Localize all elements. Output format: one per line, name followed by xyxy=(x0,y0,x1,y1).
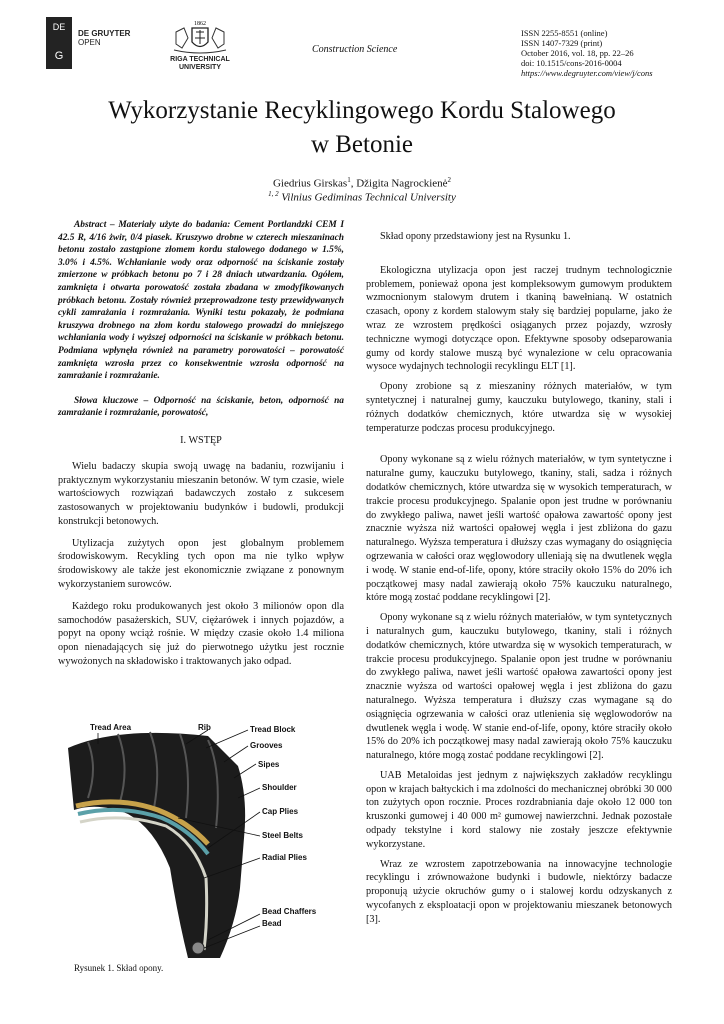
affiliation xyxy=(0,190,724,204)
label-steel-belts: Steel Belts xyxy=(262,831,303,840)
publisher-name xyxy=(78,29,130,47)
label-grooves: Grooves xyxy=(250,741,283,750)
tire-diagram xyxy=(58,718,344,966)
authors xyxy=(0,176,724,190)
left-paragraph: Wielu badaczy skupia swoją uwagę na badaniu, rozwijaniu i praktycznym wykorzystaniu mieszanin betonów. W tym czasie, wiele wartościowych rozwiązań badawczych zostało z sukcesem zastosowanych w projektowaniu budynków i budowli, produkcji konstrukcji betonowych. xyxy=(58,460,344,527)
publication-meta xyxy=(521,28,653,78)
publisher-line2: OPEN xyxy=(78,38,101,47)
logo-top-text: DE xyxy=(52,22,66,32)
title-line1: Wykorzystanie Recyklingowego Kordu Stalowego xyxy=(108,97,616,124)
label-cap-plies: Cap Plies xyxy=(262,807,299,816)
left-paragraph: Utylizacja zużytych opon jest globalnym problemem środowiskowym. Recykling tych opon ma nie tylko wpływ środowiskowy ale także jest ekonomicznie związane z ponownym wykorzystaniem surowców. xyxy=(58,537,344,591)
right-paragraph: Wraz ze wzrostem zapotrzebowania na innowacyjne technologie recyklingu i zrównoważone budynki i budowle, niektórzy badacze proponują użycie okruchów gumy o i stalowej kordu odzyskanych z wycofanych z eksploatacji opon w projektowaniu mieszanek betonowych [3]. xyxy=(366,858,672,925)
journal-url[interactable]: https://www.degruyter.com/view/j/cons xyxy=(521,68,653,78)
left-paragraph: Każdego roku produkowanych jest około 3 milionów opon dla samochodów pasażerskich, SUV, ciężarówek i innych pojazdów, a popyt na opony wciąż rośnie. W między czasie około 1.4 miliona opon nienadających się już do pierwotnego użytku jest rocznie wywożonych na składowisko i traktowanych jako odpad. xyxy=(58,600,344,668)
university-line1: RIGA TECHNICAL xyxy=(170,56,230,63)
right-paragraph: Opony wykonane są z wielu różnych materiałów, w tym syntetyczne i naturalne gumy, kauczuku butylowego, tkaniny, stali, sadza i różnych dodatków chemicznych, które utwardza się w wysokich temperaturach, w trakcie procesu produkcyjnego. Spalanie opon jest trudne w porównaniu do zwykłego paliwa, nawet jeśli wartość opałowa zawartość opony jest znacznie wyższa niż wartości opałowej węgla i jest zbliżona do gazu naturalnego. Wyższa temperatura i dłuższy czas wymagany do osiągnięcia ogrzewania w całości oraz węglowodory ulleniają się na dwutlenek węgla i wodę. W stanie end-of-life, opony, które straciły około 15% do 20% ich początkowej masy nadal zawierają około 75% kauczuku naturalnego, które mogą zostać poddane recyklingowi [2]. xyxy=(366,454,672,604)
crest-year: 1862 xyxy=(194,21,206,27)
doi: doi: 10.1515/cons-2016-0004 xyxy=(521,58,622,68)
bead-ring xyxy=(192,942,204,954)
keywords: Słowa kluczowe – Odporność na ściskanie, beton, odporność na zamrażanie i rozmrażanie, porowatość, xyxy=(58,395,344,419)
label-tread-block: Tread Block xyxy=(250,725,296,734)
figure-caption: Rysunek 1. Skład opony. xyxy=(74,963,164,973)
affiliation-sup: 1, 2 xyxy=(268,190,279,198)
right-paragraph: Skład opony przedstawiony jest na Rysunku 1. xyxy=(380,231,571,242)
author-2-sup: 2 xyxy=(447,176,452,184)
author-separator: , xyxy=(350,177,357,190)
label-sipes: Sipes xyxy=(258,760,280,769)
author-1-sup: 1 xyxy=(347,176,351,184)
paper-title xyxy=(0,94,724,162)
label-bead: Bead xyxy=(262,919,282,928)
author-1: Giedrius Girskas xyxy=(272,177,348,190)
section-heading: I. WSTĘP xyxy=(180,434,222,446)
label-shoulder: Shoulder xyxy=(262,783,297,792)
right-column xyxy=(366,230,672,933)
rtu-crest-icon xyxy=(170,18,230,54)
logo-bottom-text: G xyxy=(54,50,64,62)
degruyter-logo xyxy=(46,17,72,69)
issue-info: October 2016, vol. 18, pp. 22–26 xyxy=(521,48,634,58)
label-tread-area: Tread Area xyxy=(90,723,132,732)
journal-name: Construction Science xyxy=(312,44,398,55)
right-paragraph: Opony zrobione są z mieszaniny różnych materiałów, w tym syntetycznej i naturalnej gumy, kauczuku butylowego, tkaniny, stali i różnych dodatków chemicznych, które utwardza się w wysokiej temperaturze podczas procesu produkcyjnego. xyxy=(366,381,672,434)
label-bead-chaffers: Bead Chaffers xyxy=(262,907,317,916)
label-radial-plies: Radial Plies xyxy=(262,853,307,862)
affiliation-text: Vilnius Gediminas Technical University xyxy=(281,191,456,204)
label-rib: Rib xyxy=(198,723,211,732)
issn-online: ISSN 2255-8551 (online) xyxy=(521,28,608,38)
right-paragraph: Ekologiczna utylizacja opon jest raczej trudnym technologicznie problemem, ponieważ opona jest kompleksowym gumowym produktem wzmocnionym stalowym drutem i tkaniną bawełnianą. W ostatnich czasach, opony z kordem stalowym stały się bardziej popularne, jako że wraz ze wzrostem prędkości osiąganych przez pojazdy, wzrosły techniczne wymogi dotyczące opon. Efektywne sposoby odseparowania gumy od kordy stalowe muszą być wynalezione w celu opracowania wysoce wydajnych technologii recyklingu ELT [1]. xyxy=(366,264,672,373)
abstract: Abstract – Materiały użyte do badania: Cement Portlandzki CEM I 42.5 R, 4/16 żwir, 0/4 piasek. Kruszywo drobne w czterech mieszaninach betonu zostało zastąpione złomem kordu stalowego dodanego w 1.5%, 3.0% i 4.5%. Wchłanianie wody oraz odporność na ściskanie zostały zmierzone w próbkach betonu po 7 i 28 dniach utwardzania. Ogółem, zamknięta i otwarta porowatość została zbadana w zmodyfikowanych próbkach betonu. Zostały również przeprowadzone testy przewidywanych cykli zamrażania i rozmrażania. Wyniki testu pokazały, że podmiana kruszywa drobnego na złom kordu stalowego prowadzi do mniejszego wchłaniania wody i wyższej odporności na ściskanie w próbkach betonu. Podmiana wpłynęła również na parametry porowatości – porowatość zamknięta wzrosła przez co konsekwentnie wzrosła odporność na zamrażanie i rozmrażanie. xyxy=(58,220,344,382)
title-line2: w Betonie xyxy=(310,131,414,158)
right-paragraph: UAB Metaloidas jest jednym z największych zakładów recyklingu opon w krajach bałtyckich i ma zdolności do mechanicznej obróbki 30 000 ton zużytych opon rocznie. Proces rozdrabniania daje około 12 000 ton kruszonki gumowej i 40 000 m² gumowej nawierzchni. Jednak pozostałe odpady tekstylne i kord stalowy nie zostały jeszcze efektywnie wykorzystane. xyxy=(366,769,672,850)
left-column xyxy=(58,219,344,677)
publisher-line1: DE GRUYTER xyxy=(78,29,131,38)
issn-print: ISSN 1407-7329 (print) xyxy=(521,38,603,48)
university-line2: UNIVERSITY xyxy=(178,64,221,71)
right-paragraph: Opony wykonane są z wielu różnych materiałów, w tym syntetycznych i naturalnych gum, kauczuku butylowego, tkaniny, stali i różnych dodatków chemicznych, które utwardza się w wysokich temperaturach, w trakcie procesu produkcyjnego. Spalanie opon jest trudne w porównaniu do zwykłego paliwa, nawet jeśli wartość opałowa zawartości opony jest znacznie wyższa od wartości opałowej węgla i jest zbliżona do gazu naturalnego. Wyższa temperatura i dłuższy czas wymagane są do osiągnięcia ogrzewania w całości oraz utlenienia się węglowodorów na dwutlenek węgla i wodę. W stanie end-of-life, opony, które straciły około 15% do 20% ich początkowej masy nadal zawierają około 75% kauczuku naturalnego, które mogą zostać poddane recyklingowi [2]. xyxy=(366,612,672,762)
university-name xyxy=(155,56,245,72)
author-2: Džigita Nagrockienė xyxy=(356,177,448,190)
